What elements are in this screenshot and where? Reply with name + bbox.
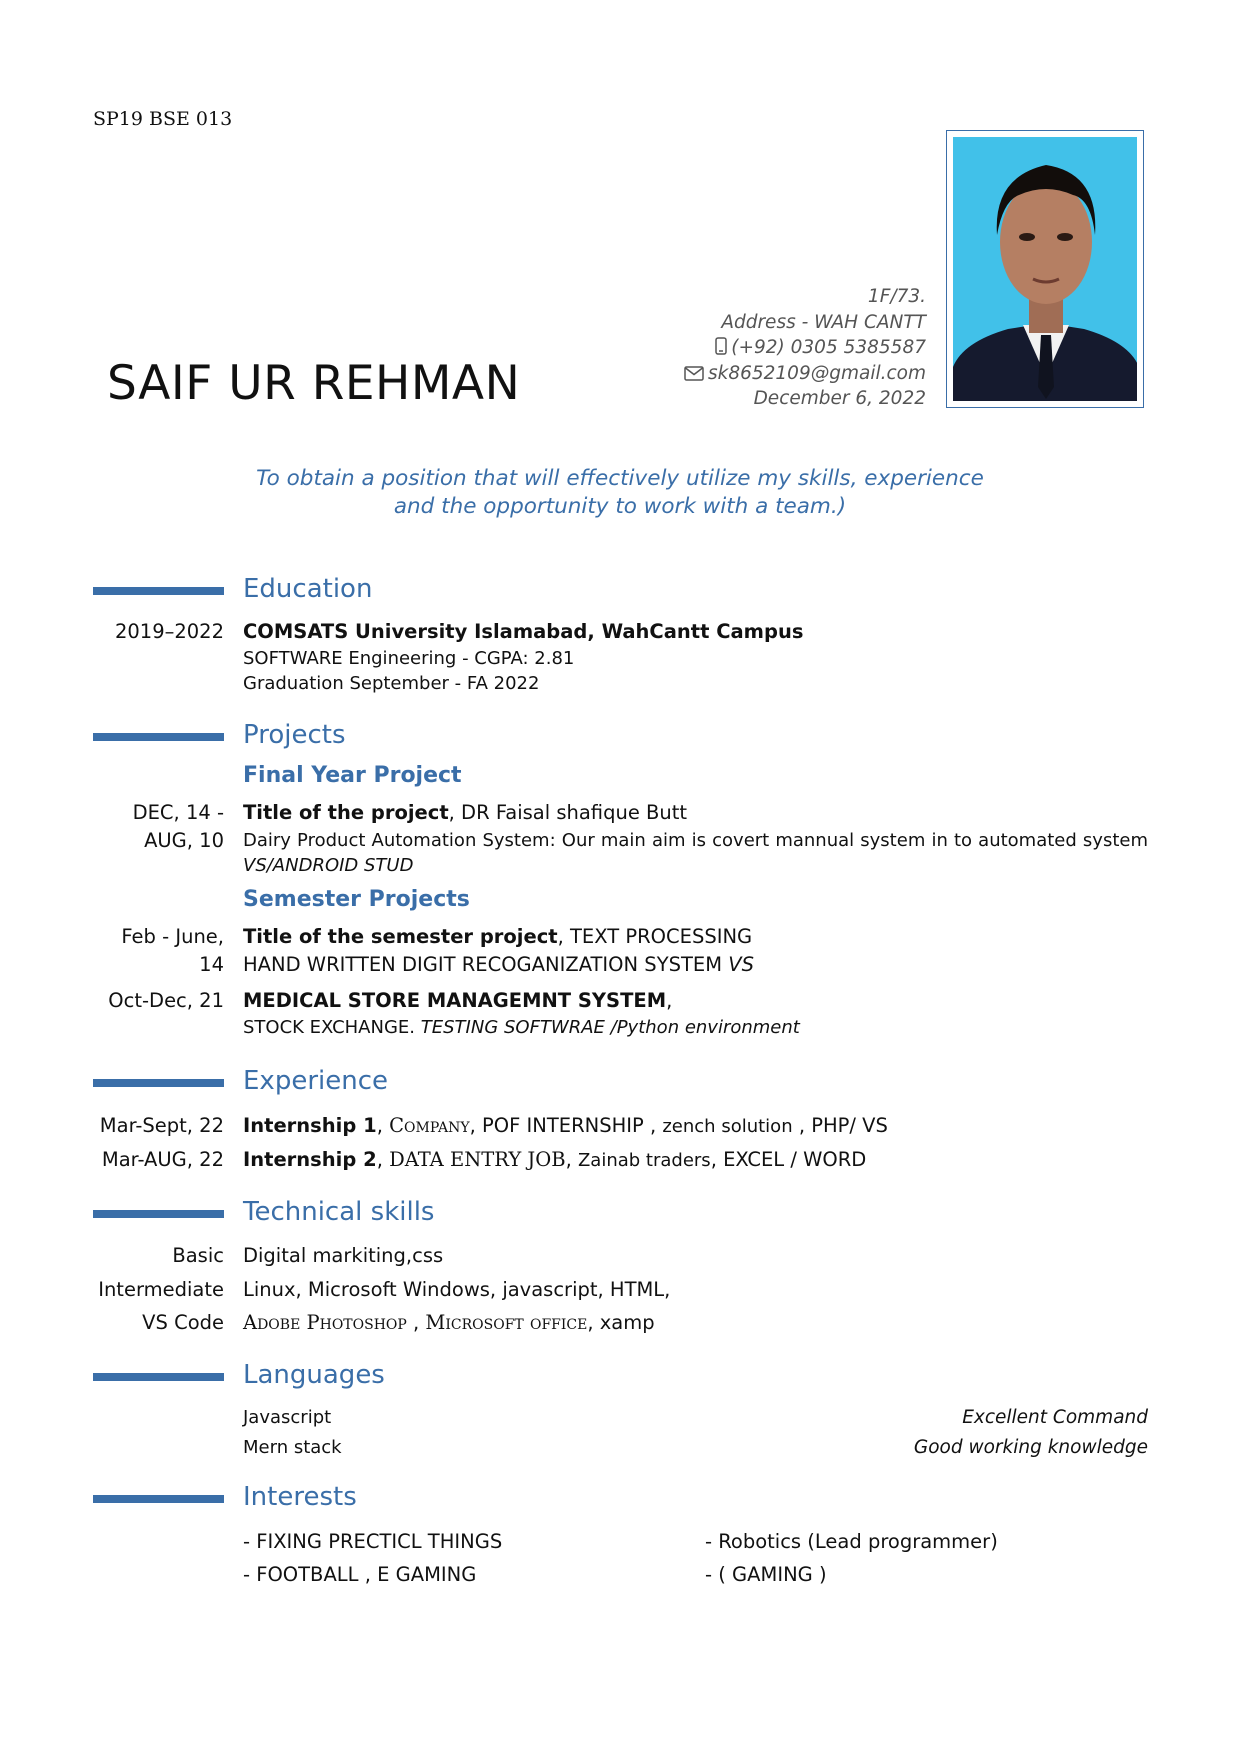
email-address[interactable]: sk8652109@gmail.com [707, 362, 926, 384]
sem2-description [243, 1017, 800, 1038]
contact-block [684, 284, 926, 412]
internship1-org: Company [389, 1114, 470, 1137]
languages-section-bar [93, 1373, 224, 1381]
document-date: December 6, 2022 [753, 388, 926, 409]
skill-basic-label: Basic [172, 1244, 224, 1267]
internship2-detail: Zainab traders [577, 1150, 711, 1171]
skill-basic-value: Digital markiting,css [243, 1244, 444, 1267]
internship2-title: Internship 2 [243, 1148, 377, 1171]
projects-section-bar [93, 733, 224, 741]
fyp-title-label: Title of the project [243, 801, 449, 824]
internship1-entry: Internship 1, Company, POF INTERNSHIP , zench solution , PHP/ VS [243, 1114, 888, 1137]
fyp-title [243, 801, 687, 824]
career-objective [200, 465, 1040, 521]
language-1-level: Excellent Command [962, 1407, 1148, 1428]
language-2-level: Good working knowledge [913, 1437, 1148, 1458]
fyp-description: Dairy Product Automation System: Our main aim is covert mannual system in to automated system [243, 830, 1148, 851]
experience-section-bar [93, 1079, 224, 1087]
sem2-title-label: MEDICAL STORE MANAGEMNT SYSTEM [243, 989, 667, 1012]
education-section-bar [93, 587, 224, 595]
phone-row [684, 335, 926, 361]
interest-right-1: - Robotics (Lead programmer) [705, 1530, 998, 1553]
sem1-desc-text: HAND WRITTEN DIGIT RECOGANIZATION SYSTEM [243, 953, 723, 976]
interest-left-2: - FOOTBALL , E GAMING [243, 1563, 477, 1586]
skill-photoshop: Adobe Photoshop [243, 1311, 407, 1334]
sem1-title [243, 925, 752, 948]
internship1-tools: , PHP/ VS [798, 1114, 888, 1137]
education-institution: COMSATS University Islamabad, WahCantt Campus [243, 620, 804, 643]
education-degree: SOFTWARE Engineering - CGPA: 2.81 [243, 648, 575, 669]
address-line1: 1F/73. [867, 286, 926, 307]
email-row [684, 361, 926, 387]
sem1-tools: VS [728, 953, 754, 976]
language-1-name: Javascript [243, 1407, 332, 1428]
projects-heading: Projects [243, 720, 346, 750]
internship1-date: Mar-Sept, 22 [99, 1114, 224, 1137]
skill-separator: , [406, 1311, 426, 1334]
interest-right-2: - ( GAMING ) [705, 1563, 827, 1586]
sem2-title [243, 989, 672, 1012]
internship2-entry: Internship 2, DATA ENTRY JOB, Zainab traders, EXCEL / WORD [243, 1148, 867, 1171]
sem1-date-end: 14 [199, 953, 224, 976]
address-line2: Address - WAH CANTT [721, 311, 926, 333]
sem1-date-start: Feb - June, [121, 925, 224, 948]
internship2-tools: , EXCEL / WORD [710, 1148, 867, 1171]
fyp-tools: VS/ANDROID STUD [243, 855, 414, 876]
experience-heading: Experience [243, 1066, 388, 1096]
fyp-date-start: DEC, 14 - [132, 801, 224, 824]
education-heading: Education [243, 574, 373, 604]
sem1-topic: , TEXT PROCESSING [557, 925, 753, 948]
fyp-heading: Final Year Project [243, 763, 462, 788]
skills-section-bar [93, 1210, 224, 1218]
skill-intermediate-value: Linux, Microsoft Windows, javascript, HTML, [243, 1278, 671, 1301]
internship2-org: DATA ENTRY JOB [389, 1148, 566, 1171]
skill-xamp: , xamp [587, 1311, 655, 1334]
semester-projects-heading: Semester Projects [243, 887, 470, 912]
internship1-detail: zench solution [662, 1116, 793, 1137]
objective-line2: and the opportunity to work with a team.) [393, 494, 847, 519]
envelope-icon [684, 366, 704, 381]
full-name: SAIF UR REHMAN [107, 356, 521, 411]
sem1-title-label: Title of the semester project [243, 925, 558, 948]
sem2-tools: TESTING SOFTWRAE /Python environment [420, 1017, 800, 1038]
skills-heading: Technical skills [243, 1197, 435, 1227]
fyp-date-end: AUG, 10 [144, 829, 224, 852]
sem1-description [243, 953, 754, 976]
profile-photo [946, 130, 1144, 408]
mobile-phone-icon [715, 337, 727, 355]
interests-section-bar [93, 1495, 224, 1503]
sem2-desc-text: STOCK EXCHANGE. [243, 1017, 416, 1038]
fyp-supervisor: , DR Faisal shafique Butt [448, 801, 688, 824]
education-date: 2019–2022 [114, 620, 224, 643]
interests-heading: Interests [243, 1482, 357, 1512]
internship2-sep: , [565, 1148, 572, 1171]
skill-intermediate-label: Intermediate [98, 1278, 224, 1301]
skill-vscode-label: VS Code [142, 1311, 224, 1334]
internship1-title: Internship 1 [243, 1114, 377, 1137]
portrait-image [953, 137, 1137, 401]
student-id: SP19 BSE 013 [93, 108, 233, 130]
languages-heading: Languages [243, 1360, 385, 1390]
sem2-date: Oct-Dec, 21 [108, 989, 224, 1012]
phone-number: (+92) 0305 5385587 [731, 337, 926, 358]
internship2-date: Mar-AUG, 22 [101, 1148, 224, 1171]
sem2-title-comma: , [666, 989, 673, 1012]
skill-vscode-value [243, 1311, 655, 1334]
internship1-place: , POF INTERNSHIP , [469, 1114, 657, 1137]
language-2-name: Mern stack [243, 1437, 342, 1458]
education-graduation: Graduation September - FA 2022 [243, 673, 540, 694]
objective-line1: To obtain a position that will effectively utilize my skills, experience [256, 466, 984, 491]
interest-left-1: - FIXING PRECTICL THINGS [243, 1530, 503, 1553]
skill-msoffice: Microsoft office [425, 1311, 588, 1334]
